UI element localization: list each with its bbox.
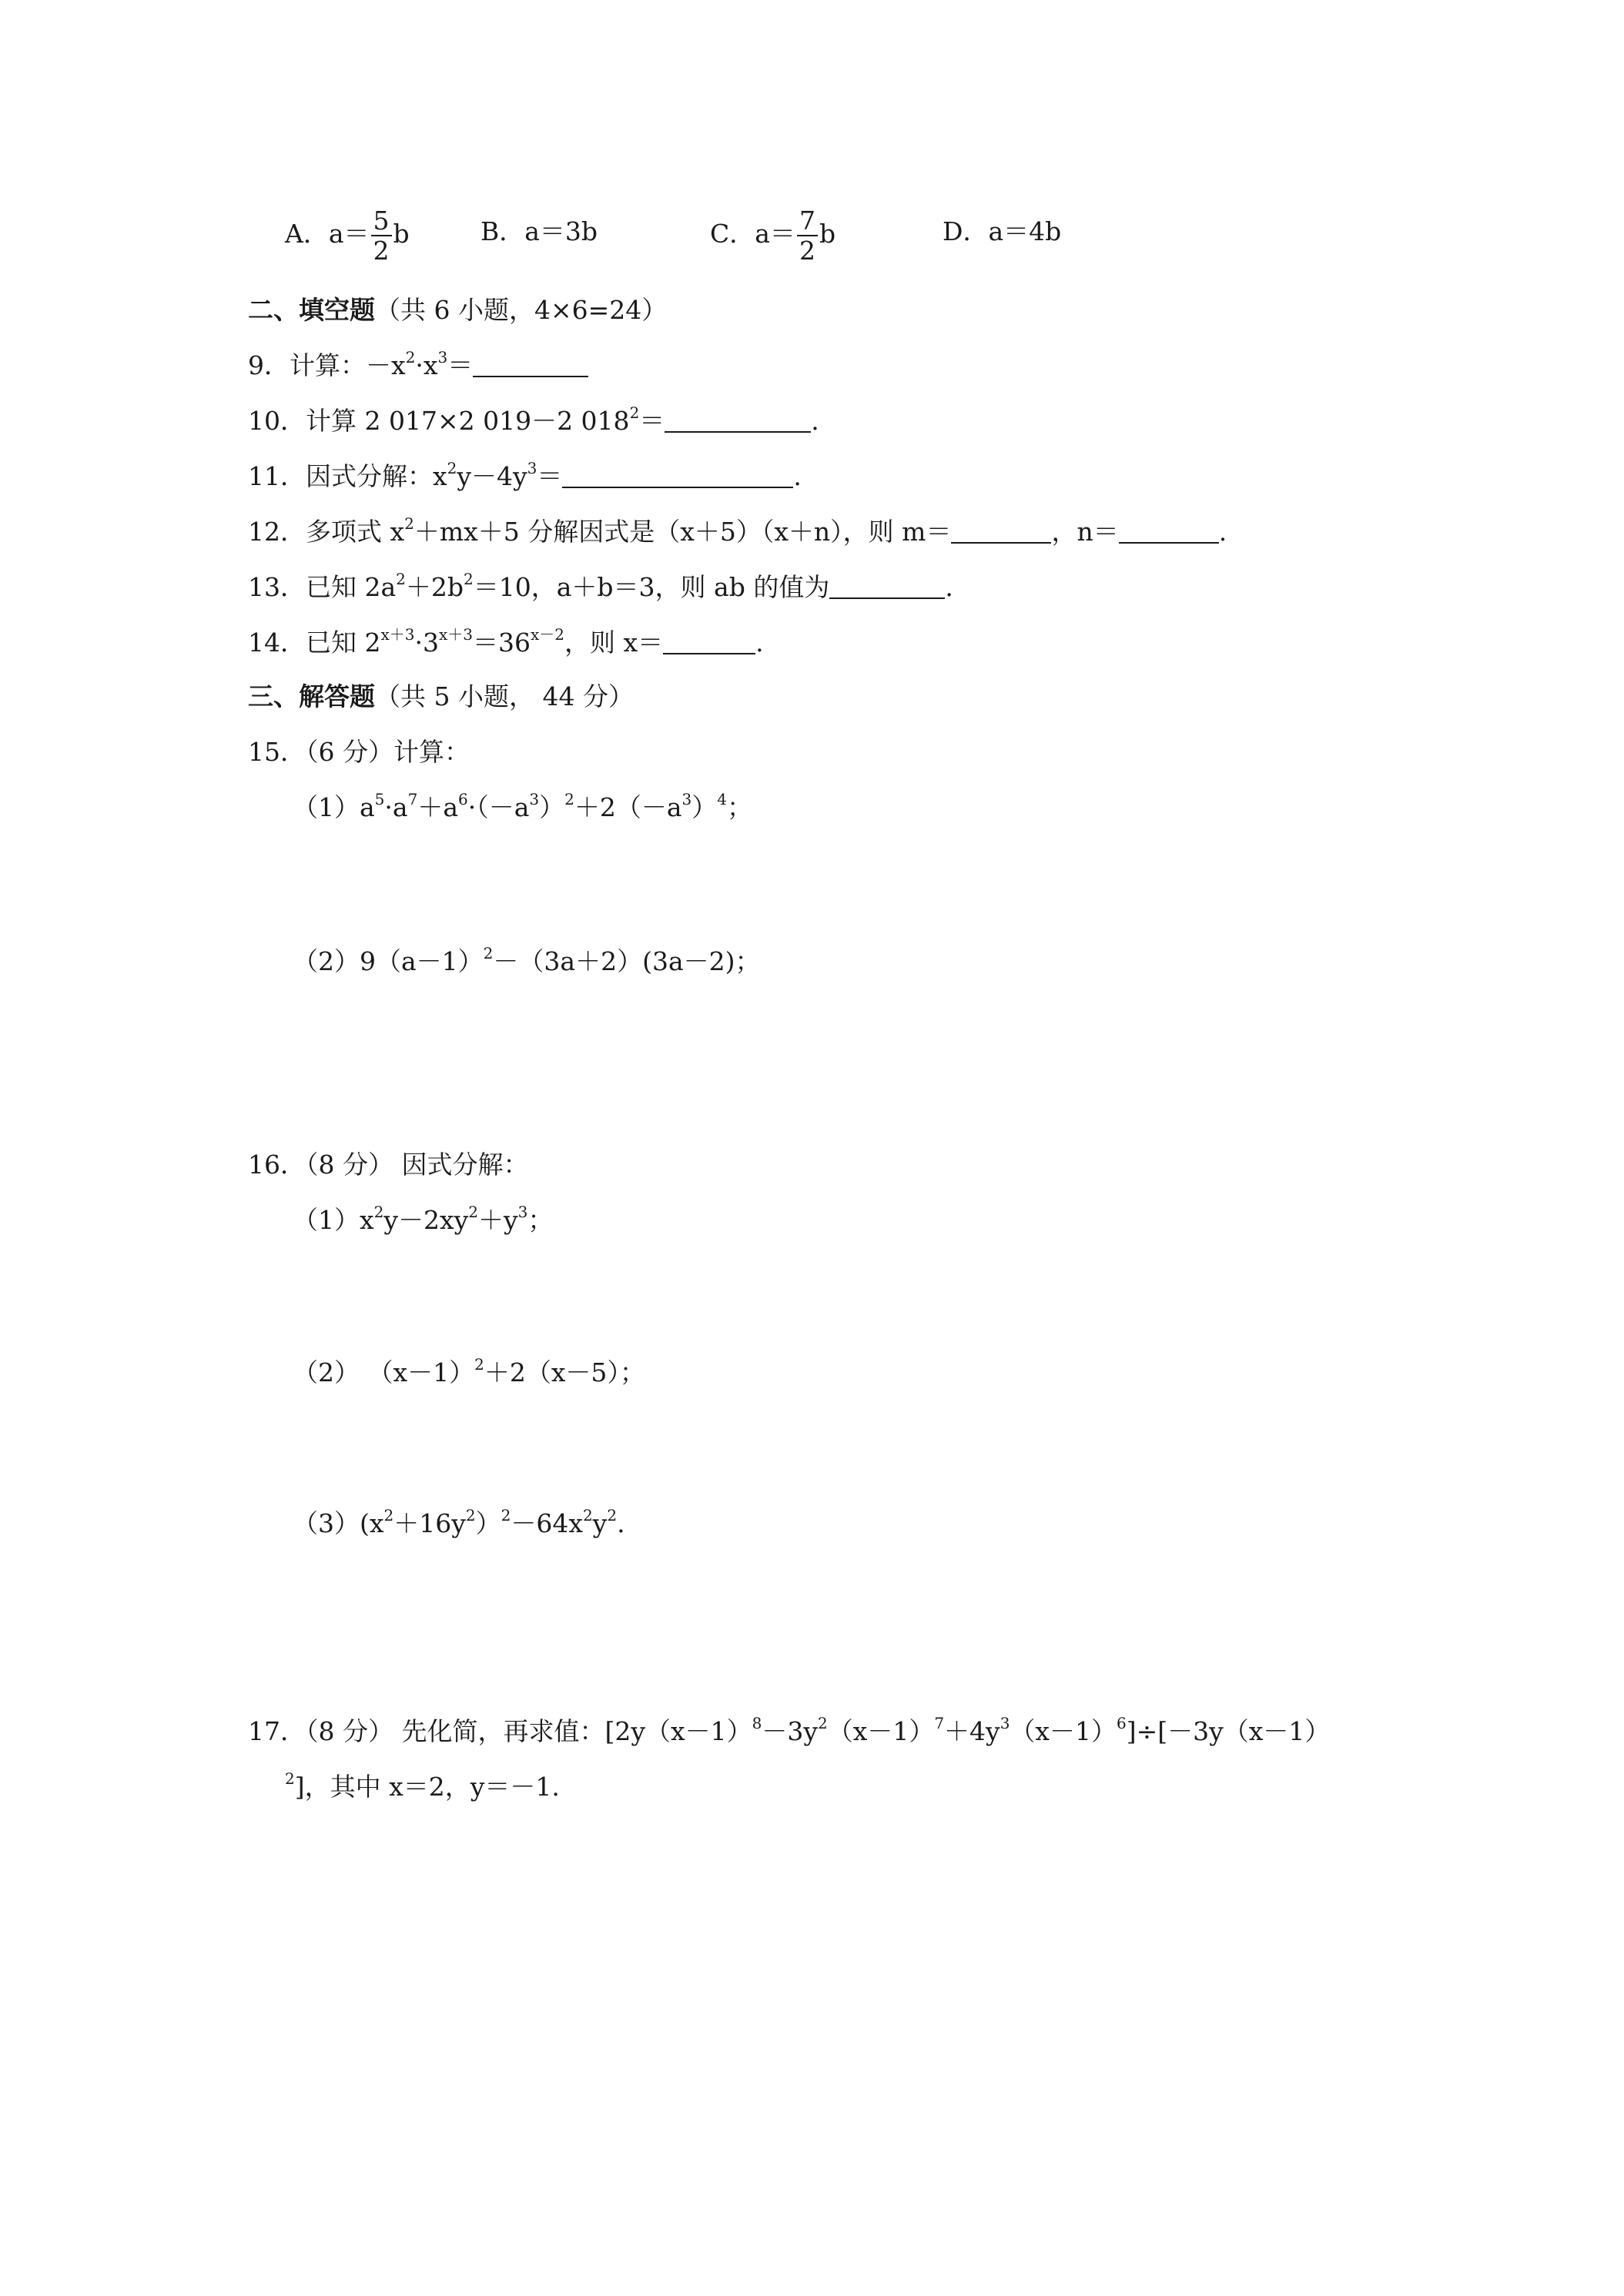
- question-16-part-1: $(1)x^2y-2xy^2+y^3$；: [293, 1203, 554, 1235]
- fraction: $\frac{5}{2}$: [371, 208, 392, 263]
- choice-a: A．a＝ $\frac{5}{2}$ b: [285, 206, 410, 266]
- question-10: 10．计算 2 017×2 019－2 $018^2=$ .: [248, 403, 819, 436]
- question-9: 9．计算：$-x^2\cdot x^3=$: [248, 353, 588, 378]
- question-15-part-1: $(1)a^5\cdot a^7+a^6\cdot(-a^3)^2+2(-a^3)^4$；: [293, 790, 753, 822]
- question-16-part-3: $(3)(x^2+16y^2)^2-64x^2y^2$.: [293, 1506, 625, 1538]
- section-3-heading: 三、解答题（共 5 小题， 44 分）: [248, 681, 634, 711]
- answer-blank[interactable]: [829, 574, 945, 599]
- answer-blank[interactable]: [562, 464, 793, 488]
- question-15-part-2: $(2)9(a-1)^2-(3a+2)(3a-2)$；: [293, 944, 761, 976]
- answer-blank[interactable]: [665, 408, 811, 433]
- question-14: 14．已知 $2^{x+3}\cdot 3^{x+3}=36^{x-2}$，则 x＝ .: [248, 625, 764, 658]
- question-16-heading: 16．（8 分） 因式分解：: [248, 1150, 529, 1180]
- question-13: 13．已知 $2a^2+2b^2=10$，a＋b＝3，则 ab 的值为 .: [248, 570, 953, 602]
- answer-blank[interactable]: [663, 630, 755, 654]
- answer-blank[interactable]: [1119, 519, 1219, 544]
- question-15-heading: 15．（6 分）计算：: [248, 737, 470, 767]
- question-16-part-2: （2） $(x-1)^2+2(x-5)$；: [293, 1355, 645, 1387]
- choice-b: B．a＝3b: [481, 216, 598, 246]
- choice-d: D．a＝4b: [943, 216, 1062, 246]
- answer-blank[interactable]: [473, 353, 588, 377]
- section-2-heading: 二、填空题（共 6 小题，4×6=24）: [248, 295, 668, 325]
- question-12: 12．多项式 $x^2+mx+5$ 分解因式是（x＋5）（x＋n），则 m＝ ，n＝ .: [248, 514, 1227, 547]
- choice-c: C．a＝ $\frac{7}{2}$ b: [710, 206, 836, 266]
- question-17: 17．（8 分） 先化简，再求值：$[2y(x-1)^8-3y^2(x-1)^7+4y^3(x-1)^6]\div[-3y(x-1)$: [248, 1714, 1331, 1746]
- answer-blank[interactable]: [951, 519, 1051, 544]
- question-11: 11．因式分解：$x^2y-4y^3=$ .: [248, 459, 802, 491]
- question-17-line-2: $^2$]，其中 x＝2，y＝－1.: [285, 1769, 560, 1802]
- fraction: $\frac{7}{2}$: [797, 208, 818, 263]
